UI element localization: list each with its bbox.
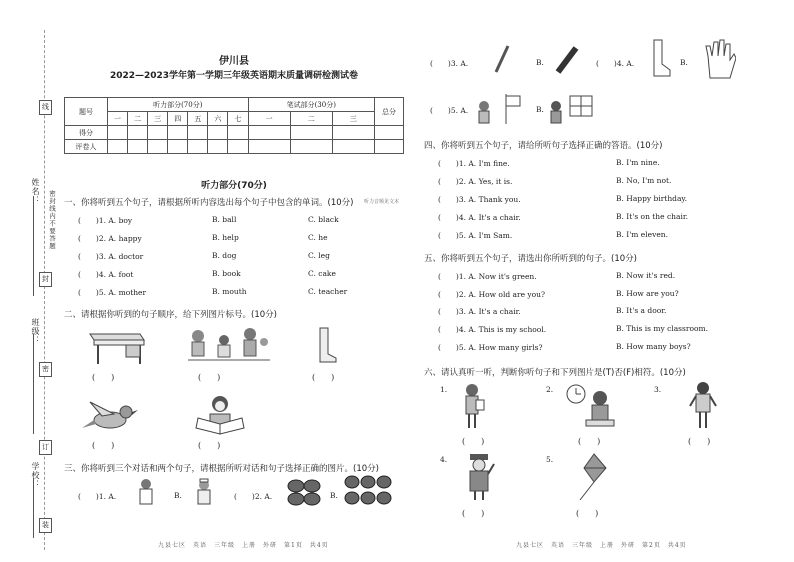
s5-q4-b[interactable]: B. This is my classroom. <box>616 324 708 333</box>
s3-q4-b[interactable]: B. <box>680 58 688 67</box>
s4-q2-b[interactable]: B. No, I'm not. <box>616 176 672 185</box>
cut-line-text: 密封线内不要答题 <box>48 190 56 250</box>
footer-page-one: 九县七区 英语 三年级 上册 外研 第1页 共4页 <box>158 542 329 549</box>
s3-q3[interactable]: ( )3. A. <box>430 59 469 68</box>
marker-picture <box>552 42 582 76</box>
s4-q5-b[interactable]: B. I'm eleven. <box>616 230 668 239</box>
s3-q2[interactable]: ( )2. A. <box>234 492 273 501</box>
police-picture <box>462 452 496 502</box>
s1-q5-b[interactable]: B. mouth <box>212 287 247 296</box>
s1-q1-a[interactable]: ( )1. A. boy <box>78 216 133 225</box>
s3-q3-b[interactable]: B. <box>536 58 544 67</box>
section-six-title: 六、请认真听一听，判断你听句子和下列图片是(T)否(F)相符。(10分) <box>424 368 686 378</box>
grader-cell[interactable] <box>290 140 332 154</box>
binding-margin <box>0 0 58 562</box>
watermelons-b-picture <box>344 474 400 508</box>
grader-cell[interactable] <box>128 140 148 154</box>
score-cell[interactable] <box>128 126 148 140</box>
girl-reading-picture <box>188 394 248 436</box>
grader-cell[interactable] <box>108 140 128 154</box>
section-one-title: 一、你将听到五个句子，请根据所听内容选出每个句子中包含的单词。(10分) <box>64 198 354 208</box>
boy-flag-picture <box>474 92 524 126</box>
s1-q5-a[interactable]: ( )5. A. mother <box>78 288 147 297</box>
score-cell[interactable] <box>148 126 168 140</box>
blank-parens[interactable]: ( ) <box>198 373 221 382</box>
seal-mark: 订 <box>39 440 52 455</box>
page-two <box>418 0 794 562</box>
page-one <box>58 0 410 562</box>
seal-mark: 线 <box>39 100 52 115</box>
s1-q3-b[interactable]: B. dog <box>212 251 237 260</box>
score-cell[interactable] <box>108 126 128 140</box>
numeral-cell: 四 <box>168 112 188 126</box>
s6-num: 5. <box>546 455 554 464</box>
name-label: 姓名： <box>31 178 40 205</box>
blank-parens[interactable]: ( ) <box>462 437 485 446</box>
s6-num: 2. <box>546 385 554 394</box>
s3-q1-b[interactable]: B. <box>174 491 182 500</box>
score-table <box>64 97 404 154</box>
s6-num: 3. <box>654 385 662 394</box>
blank-parens[interactable]: ( ) <box>576 509 599 518</box>
numeral-cell: 三 <box>148 112 168 126</box>
s3-q5-b[interactable]: B. <box>536 105 544 114</box>
s1-q2-a[interactable]: ( )2. A. happy <box>78 234 142 243</box>
s3-q5[interactable]: ( )5. A. <box>430 106 469 115</box>
school-label: 学校： <box>31 462 40 489</box>
class-underline <box>33 334 34 434</box>
blank-parens[interactable]: ( ) <box>312 373 335 382</box>
s3-q4[interactable]: ( )4. A. <box>596 59 635 68</box>
numeral-cell: 一 <box>108 112 128 126</box>
class-label: 班级： <box>31 318 40 345</box>
kite-picture <box>572 452 612 502</box>
s1-q2-c[interactable]: C. he <box>308 233 328 242</box>
s4-q4-a[interactable]: ( )4. A. It's a chair. <box>438 213 521 222</box>
score-cell[interactable] <box>375 126 404 140</box>
blank-parens[interactable]: ( ) <box>462 509 485 518</box>
desk-picture <box>86 326 146 366</box>
watermelons-picture <box>286 478 322 506</box>
bird-picture <box>80 398 140 436</box>
boy-window-picture <box>546 92 596 126</box>
grader-cell[interactable] <box>188 140 208 154</box>
writing-label: 笔试部分(30分) <box>248 98 374 112</box>
s4-q3-b[interactable]: B. Happy birthday. <box>616 194 688 203</box>
numeral-cell: 二 <box>290 112 332 126</box>
total-label: 总分 <box>375 98 404 126</box>
score-cell[interactable] <box>332 126 374 140</box>
school-underline <box>33 478 34 538</box>
blank-parens[interactable]: ( ) <box>578 437 601 446</box>
boy-standing-picture <box>688 380 718 430</box>
listening-label: 听力部分(70分) <box>108 98 249 112</box>
grader-cell[interactable] <box>148 140 168 154</box>
s3-q2-b[interactable]: B. <box>330 491 338 500</box>
boy-clock-picture <box>564 382 620 430</box>
numeral-cell: 二 <box>128 112 148 126</box>
grader-cell[interactable] <box>375 140 404 154</box>
children-picture <box>184 326 272 366</box>
numeral-cell: 六 <box>208 112 228 126</box>
s5-q3-a[interactable]: ( )3. A. It's a chair. <box>438 307 521 316</box>
score-cell[interactable] <box>208 126 228 140</box>
score-cell[interactable] <box>290 126 332 140</box>
grader-cell[interactable] <box>332 140 374 154</box>
s5-q2-b[interactable]: B. How are you? <box>616 289 679 298</box>
s1-q2-b[interactable]: B. help <box>212 233 239 242</box>
s4-q4-b[interactable]: B. It's on the chair. <box>616 212 688 221</box>
s3-q1[interactable]: ( )1. A. <box>78 492 117 501</box>
section-four-title: 四、你将听到五个句子，请给所听句子选择正确的答语。(10分) <box>424 141 663 151</box>
section-two-title: 二、请根据你听到的句子顺序，给下列图片标号。(10分) <box>64 310 277 320</box>
s5-q1-a[interactable]: ( )1. A. Now it's green. <box>438 272 537 281</box>
s1-q5-c[interactable]: C. teacher <box>308 287 348 296</box>
nurse-picture <box>194 478 214 506</box>
score-cell[interactable] <box>168 126 188 140</box>
s4-q1-a[interactable]: ( )1. A. I'm fine. <box>438 159 510 168</box>
pencil-picture <box>492 42 512 76</box>
score-cell[interactable] <box>228 126 248 140</box>
score-label: 得分 <box>65 126 108 140</box>
blank-parens[interactable]: ( ) <box>92 373 115 382</box>
blank-parens[interactable]: ( ) <box>688 437 711 446</box>
doctor-picture <box>136 478 156 506</box>
audio-note: 听力音频见文本 <box>364 199 400 205</box>
foot-picture <box>648 38 672 78</box>
numeral-cell: 五 <box>188 112 208 126</box>
hand-picture <box>702 38 736 80</box>
s5-q5-a[interactable]: ( )5. A. How many girls? <box>438 343 543 352</box>
s1-q3-c[interactable]: C. leg <box>308 251 330 260</box>
s4-q5-a[interactable]: ( )5. A. I'm Sam. <box>438 231 513 240</box>
s6-num: 1. <box>440 385 448 394</box>
name-underline <box>33 196 34 296</box>
s1-q1-b[interactable]: B. ball <box>212 215 237 224</box>
numeral-cell: 三 <box>332 112 374 126</box>
s4-q3-a[interactable]: ( )3. A. Thank you. <box>438 195 521 204</box>
grader-cell[interactable] <box>248 140 290 154</box>
section-three-title: 三、你将听到三个对话和两个句子，请根据所听对话和句子选择正确的图片。(10分) <box>64 464 379 474</box>
seal-mark: 装 <box>39 518 52 533</box>
s5-q4-a[interactable]: ( )4. A. This is my school. <box>438 325 547 334</box>
s5-q2-a[interactable]: ( )2. A. How old are you? <box>438 290 546 299</box>
item-label: 题号 <box>65 98 108 126</box>
s1-q4-b[interactable]: B. book <box>212 269 241 278</box>
score-cell[interactable] <box>188 126 208 140</box>
s1-q4-c[interactable]: C. cake <box>308 269 336 278</box>
s5-q3-b[interactable]: B. It's a door. <box>616 306 667 315</box>
s1-q4-a[interactable]: ( )4. A. foot <box>78 270 134 279</box>
section-five-title: 五、你将听到五个句子，请选出你所听到的句子。(10分) <box>424 254 637 264</box>
numeral-cell: 一 <box>248 112 290 126</box>
seal-mark: 封 <box>39 272 52 287</box>
listening-heading: 听力部分(70分) <box>201 181 267 191</box>
blank-parens[interactable]: ( ) <box>92 441 115 450</box>
s1-q3-a[interactable]: ( )3. A. doctor <box>78 252 144 261</box>
leg-picture <box>310 326 340 366</box>
s6-num: 4. <box>440 455 448 464</box>
girl-book-picture <box>458 382 488 430</box>
blank-parens[interactable]: ( ) <box>198 441 221 450</box>
exam-title: 2022—2023学年第一学期三年级英语期末质量调研检测试卷 <box>109 71 359 81</box>
s4-q2-a[interactable]: ( )2. A. Yes, it is. <box>438 177 513 186</box>
s1-q1-c[interactable]: C. black <box>308 215 339 224</box>
numeral-cell: 七 <box>228 112 248 126</box>
grader-cell[interactable] <box>228 140 248 154</box>
seal-mark: 密 <box>39 362 52 377</box>
s5-q5-b[interactable]: B. How many boys? <box>616 342 691 351</box>
grader-cell[interactable] <box>168 140 188 154</box>
county-title: 伊川县 <box>219 56 249 67</box>
grader-cell[interactable] <box>208 140 228 154</box>
grader-label: 评卷人 <box>65 140 108 154</box>
score-cell[interactable] <box>248 126 290 140</box>
s4-q1-b[interactable]: B. I'm nine. <box>616 158 660 167</box>
footer-page-two: 九县七区 英语 三年级 上册 外研 第2页 共4页 <box>516 542 687 549</box>
s5-q1-b[interactable]: B. Now it's red. <box>616 271 676 280</box>
